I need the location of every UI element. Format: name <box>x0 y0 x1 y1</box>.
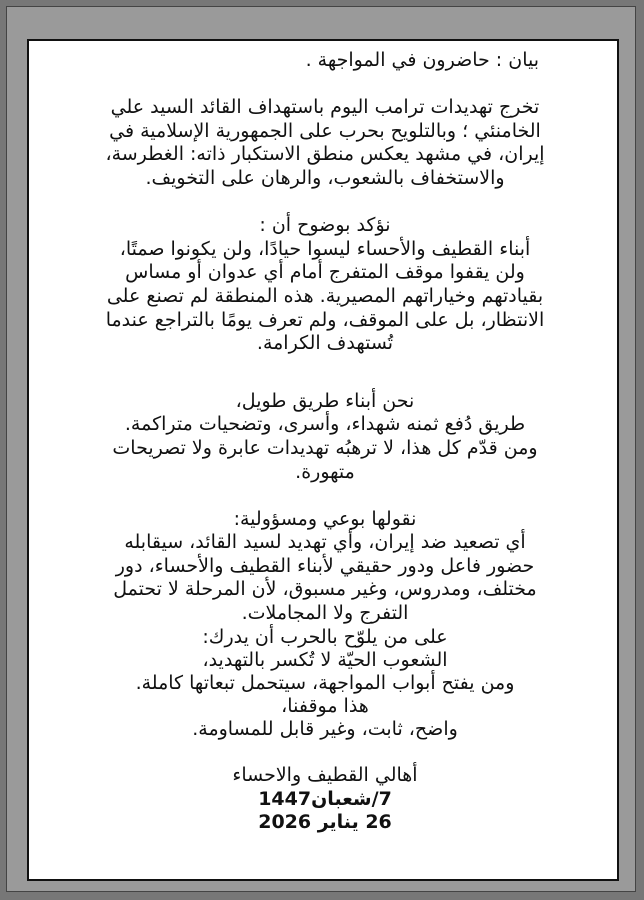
section-line: تُستهدف الكرامة. <box>256 332 394 355</box>
section-line: متهورة. <box>295 460 355 483</box>
intro-line: إيران، في مشهد يعكس منطق الاستكبار ذاته: الغطرسة، <box>105 143 545 166</box>
intro-paragraph <box>51 96 599 190</box>
signature-block <box>51 764 599 835</box>
section-line: بقيادتهم وخياراتهم المصيرية. هذه المنطقة لم تصنع على <box>106 284 544 307</box>
outer-frame <box>6 6 636 892</box>
section-confirm <box>51 214 599 356</box>
section-long-road <box>51 390 599 484</box>
section-heading: نؤكد بوضوح أن : <box>259 214 391 237</box>
section-responsibility <box>51 508 599 626</box>
section-heading: نحن أبناء طريق طويل، <box>235 389 415 412</box>
intro-line: الخامنئي ؛ وبالتلويح بحرب على الجمهورية الإسلامية في <box>109 119 541 142</box>
section-line: الشعوب الحيّة لا تُكسر بالتهديد، <box>202 648 448 671</box>
section-line: ومن يفتح أبواب المواجهة، سيتحمل تبعاتها كاملة. <box>135 671 515 694</box>
section-line: ومن قدّم كل هذا، لا ترهبُه تهديدات عابرة ولا تصريحات <box>112 436 538 459</box>
section-line: مختلف، ومدروس، وغير مسبوق، لأن المرحلة لا تحتمل <box>113 578 537 601</box>
section-line: ولن يقفوا موقف المتفرج أمام أي عدوان أو مساس <box>125 261 525 284</box>
section-line: أبناء القطيف والأحساء ليسوا حيادًا، ولن يكونوا صمتًا، <box>119 237 531 260</box>
section-line: على من يلوّح بالحرب أن يدرك: <box>202 625 448 648</box>
section-line: التفرج ولا المجاملات. <box>241 602 409 625</box>
statement-body <box>51 49 599 835</box>
section-line: الانتظار، بل على الموقف، ولم تعرف يومًا بالتراجع عندما <box>105 308 545 331</box>
statement-title: بيان : حاضرون في المواجهة . <box>305 49 539 71</box>
statement-sheet <box>27 39 619 881</box>
section-warning <box>51 626 599 741</box>
section-line: حضور فاعل ودور حقيقي لأبناء القطيف والأحساء، دور <box>115 554 535 577</box>
hijri-date: 7/شعبان1447 <box>258 787 392 810</box>
section-line: أي تصعيد ضد إيران، وأي تهديد لسيد القائد، سيقابله <box>124 531 526 554</box>
gregorian-date: 26 يناير 2026 <box>258 811 392 834</box>
intro-line: والاستخفاف بالشعوب، والرهان على التخويف. <box>145 166 505 189</box>
section-heading: نقولها بوعي ومسؤولية: <box>233 507 417 530</box>
intro-line: تخرج تهديدات ترامب اليوم باستهداف القائد السيد علي <box>110 96 540 119</box>
signature: أهالي القطيف والاحساء <box>232 764 418 787</box>
section-line: طريق دُفع ثمنه شهداء، وأسرى، وتضحيات متراكمة. <box>124 413 526 436</box>
section-line: هذا موقفنا، <box>281 694 369 717</box>
section-line: واضح، ثابت، وغير قابل للمساومة. <box>192 717 458 740</box>
